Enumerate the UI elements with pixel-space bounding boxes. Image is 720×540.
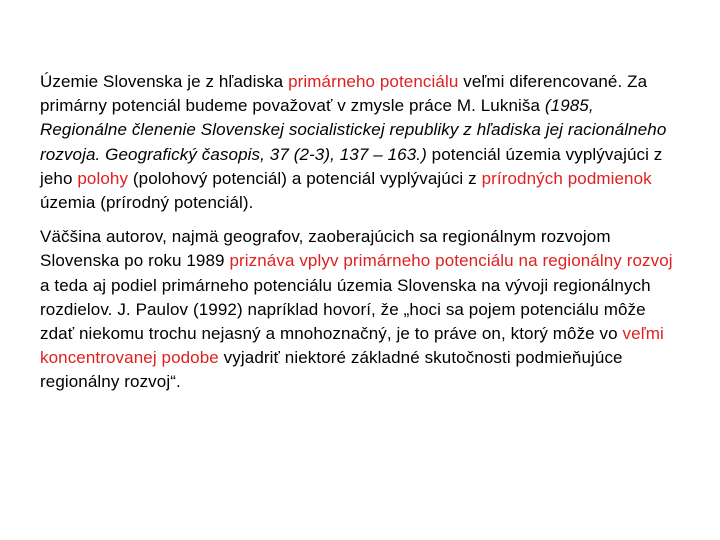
p1-seg-4: potenciál územia vyplývajúci z jeho <box>40 144 663 188</box>
p1-highlight-location: polohy <box>77 168 129 188</box>
p1-seg-0: Územie Slovenska je z hľadiska <box>40 72 289 91</box>
paragraph-2 <box>40 225 680 394</box>
p2-seg-2: a teda aj podiel primárneho potenciálu územia Slovenska na vývoji regionálnych rozdielov. J. Paulov (1992) napríklad hovorí, že „hoci sa pojem potenciálu môže zdať niekomu trochu nejasný a mnohoznačný, je to práve on, ktorý môže vo <box>40 275 651 344</box>
p1-seg-8: územia (prírodný potenciál). <box>40 193 254 213</box>
paragraph-1 <box>40 70 680 215</box>
p1-highlight-primary-potential: primárneho potenciálu <box>288 72 459 91</box>
p1-seg-6: (polohový potenciál) a potenciál vyplývajúci z <box>128 168 482 188</box>
p2-seg-4: vyjadriť niektoré základné skutočnosti podmieňujúce regionálny rozvoj“. <box>40 348 623 392</box>
p2-highlight-influence: priznáva vplyv primárneho potenciálu na regionálny rozvoj <box>229 251 673 271</box>
p1-highlight-natural-conditions: prírodných podmienok <box>481 168 652 188</box>
p2-highlight-concentrated-form: veľmi koncentrovanej podobe <box>40 324 664 368</box>
p1-citation-luknis: (1985, Regionálne členenie Slovenskej socialistickej republiky z hľadiska jej racionálneho rozvoja. Geografický časopis, 37 (2-3), 137 – 163.) <box>40 96 667 164</box>
slide-body <box>40 70 680 395</box>
p1-seg-2: veľmi diferencované. Za primárny potenciál budeme považovať v zmysle práce M. Lukniša <box>40 72 648 116</box>
p2-seg-0: Väčšina autorov, najmä geografov, zaoberajúcich sa regionálnym rozvojom Slovenska po roku 1989 <box>40 227 611 271</box>
